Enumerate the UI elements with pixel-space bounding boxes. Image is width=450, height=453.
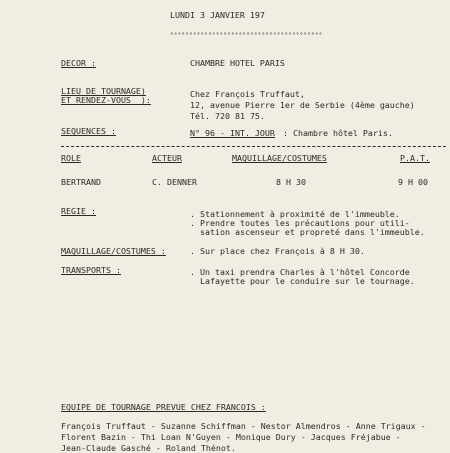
- transports-line: Lafayette pour le conduire sur le tournage.: [190, 276, 415, 286]
- regie-label: REGIE :: [61, 206, 96, 216]
- table-header-makeup: MAQUILLAGE/COSTUMES: [232, 153, 327, 163]
- lieu-line: 12, avenue Pierre 1er de Serbie (4ème gauche): [190, 100, 415, 110]
- lieu-line: Tél. 720 81 75.: [190, 111, 265, 121]
- lieu-label-line1: LIEU DE TOURNAGE): [61, 86, 146, 96]
- regie-line: sation ascenseur et propreté dans l'immeuble.: [190, 227, 425, 237]
- equipe-line: Jean-Claude Gasché - Roland Thénot.: [61, 443, 236, 453]
- maquillage-label: MAQUILLAGE/COSTUMES :: [61, 246, 166, 256]
- table-cell-pat: 9 H 00: [398, 177, 428, 187]
- equipe-line: François Truffaut - Suzanne Schiffman - Nestor Almendros - Anne Trigaux -: [61, 421, 426, 431]
- table-cell-actor: C. DENNER: [152, 177, 197, 187]
- table-cell-makeup: 8 H 30: [276, 177, 306, 187]
- sequences-label: SEQUENCES :: [61, 126, 116, 136]
- decor-value: CHAMBRE HOTEL PARIS: [190, 58, 285, 68]
- table-header-actor: ACTEUR: [152, 153, 182, 163]
- table-cell-role: BERTRAND: [61, 177, 101, 187]
- transports-line: . Un taxi prendra Charles à l'hôtel Concorde: [190, 267, 410, 277]
- header-star-rule: °°°°°°°°°°°°°°°°°°°°°°°°°°°°°°°°°°°°°°°°: [170, 32, 323, 39]
- equipe-line: Florent Bazin - Thi Loan N'Guyen - Monique Dury - Jacques Fréjabue -: [61, 432, 401, 442]
- table-header-pat: P.A.T.: [400, 153, 430, 163]
- table-top-rule: [61, 146, 446, 147]
- regie-line: . Prendre toutes les précautions pour utili-: [190, 218, 410, 228]
- regie-line: . Stationnement à proximité de l'immeuble.: [190, 209, 400, 219]
- table-header-role: ROLE: [61, 153, 81, 163]
- transports-label: TRANSPORTS :: [61, 265, 121, 275]
- sequence-description: : Chambre hôtel Paris.: [283, 128, 393, 138]
- maquillage-value: . Sur place chez François à 8 H 30.: [190, 246, 365, 256]
- sequence-number: N° 96 - INT. JOUR: [190, 128, 275, 138]
- lieu-label-line2: ET RENDEZ-VOUS ):: [61, 95, 151, 105]
- header-date: LUNDI 3 JANVIER 197: [170, 10, 265, 20]
- decor-label: DECOR :: [61, 58, 96, 68]
- equipe-label: EQUIPE DE TOURNAGE PREVUE CHEZ FRANCOIS :: [61, 402, 266, 412]
- lieu-line: Chez François Truffaut,: [190, 89, 305, 99]
